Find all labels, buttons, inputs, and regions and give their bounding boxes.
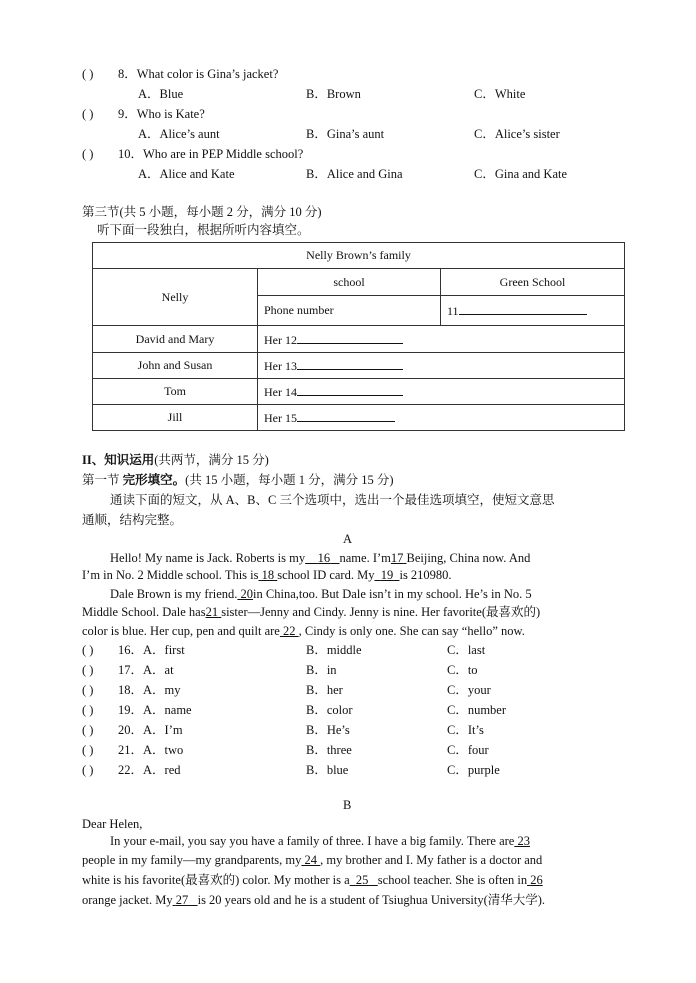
answer-paren[interactable]: ( ) bbox=[82, 723, 94, 737]
option-b: B．He’s bbox=[306, 723, 350, 737]
option-c: C．purple bbox=[447, 763, 500, 777]
answer-blank[interactable] bbox=[459, 302, 587, 315]
section-1-prefix: 第一节 bbox=[82, 473, 123, 487]
blank-23[interactable] bbox=[514, 834, 530, 848]
section-3-heading: 第三节(共 5 小题，每小题 2 分，满分 10 分) bbox=[82, 205, 322, 219]
blank-26[interactable] bbox=[527, 873, 543, 887]
answer-paren[interactable]: ( ) bbox=[82, 683, 94, 697]
blank-number: 25 bbox=[355, 873, 369, 887]
answer-prefix: Her 12 bbox=[264, 332, 297, 347]
answer-paren[interactable]: ( ) bbox=[82, 703, 94, 717]
passage-a-line-4 bbox=[82, 604, 540, 620]
question-18-stem bbox=[82, 682, 181, 698]
school-label: school bbox=[258, 269, 441, 296]
answer-blank[interactable] bbox=[297, 331, 403, 344]
answer-paren[interactable]: ( ) bbox=[82, 67, 94, 81]
passage-text: In your e-mail, you say you have a family of three. I have a big family. There are bbox=[110, 834, 515, 848]
option-b: B．Brown bbox=[306, 87, 361, 101]
question-21-stem bbox=[82, 742, 183, 758]
passage-a-label: A bbox=[343, 532, 353, 546]
question-16-stem bbox=[82, 642, 185, 658]
option-a: 17．A．at bbox=[118, 663, 174, 677]
option-c: C．Gina and Kate bbox=[474, 167, 568, 181]
blank-25[interactable] bbox=[350, 873, 378, 887]
section-1-title: 完形填空。 bbox=[122, 473, 186, 487]
family-table bbox=[92, 242, 625, 431]
passage-a-line-3 bbox=[110, 586, 532, 602]
option-a: 20．A．I’m bbox=[118, 723, 183, 737]
passage-text: Beijing, China now. And bbox=[406, 551, 531, 565]
passage-b-line-2 bbox=[82, 852, 542, 868]
blank-16[interactable] bbox=[305, 551, 339, 565]
option-b: B．Alice and Gina bbox=[306, 167, 403, 181]
blank-number: 17 bbox=[390, 551, 404, 565]
phone-label: Phone number bbox=[258, 296, 441, 326]
question-9-stem bbox=[82, 106, 205, 122]
blank-number: 23 bbox=[517, 834, 530, 848]
answer-paren[interactable]: ( ) bbox=[82, 763, 94, 777]
blank-22[interactable] bbox=[280, 624, 299, 638]
part-2-score: (共两节，满分 15 分) bbox=[154, 453, 269, 467]
blank-number: 26 bbox=[530, 873, 543, 887]
passage-text: I’m in No. 2 Middle school. This is bbox=[82, 568, 259, 582]
passage-text: color is blue. Her cup, pen and quilt are bbox=[82, 624, 280, 638]
answer-prefix: Her 15 bbox=[264, 411, 297, 425]
family-answer-cell[interactable] bbox=[258, 379, 625, 405]
passage-b-line-1 bbox=[110, 833, 530, 849]
answer-prefix: Her 14 bbox=[264, 385, 297, 399]
passage-text: in China,too. But Dale isn’t in my school. He’s in No. 5 bbox=[253, 587, 532, 601]
question-text: 10．Who are in PEP Middle school? bbox=[118, 147, 304, 161]
blank-number: 20 bbox=[240, 587, 254, 601]
family-answer-cell[interactable] bbox=[258, 405, 625, 431]
answer-paren[interactable]: ( ) bbox=[82, 643, 94, 657]
answer-paren[interactable]: ( ) bbox=[82, 107, 94, 121]
blank-number: 18 bbox=[261, 568, 275, 582]
option-a: A．Alice and Kate bbox=[138, 167, 235, 181]
question-8-stem bbox=[82, 66, 278, 82]
passage-text: white is his favorite(最喜欢的) color. My mother is a bbox=[82, 873, 350, 887]
option-a: A．Blue bbox=[138, 87, 184, 101]
blank-number: 27 bbox=[175, 893, 189, 907]
answer-blank[interactable] bbox=[297, 409, 395, 422]
passage-text: Middle School. Dale has bbox=[82, 605, 206, 619]
family-member-name: Jill bbox=[93, 405, 258, 431]
passage-text: people in my family—my grandparents, my bbox=[82, 853, 302, 867]
option-b: B．three bbox=[306, 743, 352, 757]
passage-text: Hello! My name is Jack. Roberts is my bbox=[110, 551, 306, 565]
blank-17[interactable] bbox=[391, 551, 407, 565]
part-2-title: II、知识运用 bbox=[82, 453, 155, 467]
passage-text: is 210980. bbox=[399, 568, 452, 582]
passage-text: , my brother and I. My father is a doctor and bbox=[320, 853, 543, 867]
school-value: Green School bbox=[441, 269, 625, 296]
family-member-name: John and Susan bbox=[93, 353, 258, 379]
option-c: C．to bbox=[447, 663, 478, 677]
option-c: C．It’s bbox=[447, 723, 484, 737]
table-title: Nelly Brown’s family bbox=[93, 243, 625, 269]
family-member-name: David and Mary bbox=[93, 326, 258, 353]
option-b: B．her bbox=[306, 683, 343, 697]
question-10-stem bbox=[82, 146, 303, 162]
passage-text: sister—Jenny and Cindy. Jenny is nine. Her favorite(最喜欢的) bbox=[221, 605, 541, 619]
passage-b-line-3 bbox=[82, 872, 543, 888]
blank-21[interactable] bbox=[206, 605, 222, 619]
blank-18[interactable] bbox=[259, 568, 278, 582]
option-c: C．Alice’s sister bbox=[474, 127, 560, 141]
passage-text: school ID card. My bbox=[277, 568, 375, 582]
answer-paren[interactable]: ( ) bbox=[82, 147, 94, 161]
option-a: 18．A．my bbox=[118, 683, 181, 697]
cloze-instruction-line-1: 通读下面的短文，从 A、B、C 三个选项中，选出一个最佳选项填空，使短文意思 bbox=[110, 493, 555, 507]
option-b: B．color bbox=[306, 703, 353, 717]
family-answer-cell[interactable] bbox=[258, 353, 625, 379]
option-a: A．Alice’s aunt bbox=[138, 127, 220, 141]
family-member-name: Tom bbox=[93, 379, 258, 405]
question-17-stem bbox=[82, 662, 174, 678]
passage-text: is 20 years old and he is a student of Tsiughua University(清华大学). bbox=[197, 893, 546, 907]
nelly-cell: Nelly bbox=[93, 269, 258, 326]
option-b: B．middle bbox=[306, 643, 362, 657]
option-b: B．blue bbox=[306, 763, 349, 777]
question-20-stem bbox=[82, 722, 183, 738]
blank-27[interactable] bbox=[173, 893, 198, 907]
question-22-stem bbox=[82, 762, 181, 778]
option-c: C．four bbox=[447, 743, 489, 757]
passage-text: Dale Brown is my friend. bbox=[110, 587, 238, 601]
option-a: 22．A．red bbox=[118, 763, 181, 777]
option-b: B．Gina’s aunt bbox=[306, 127, 385, 141]
option-b: B．in bbox=[306, 663, 337, 677]
option-a: 21．A．two bbox=[118, 743, 184, 757]
answer-prefix: Her 13 bbox=[264, 359, 297, 373]
letter-greeting: Dear Helen, bbox=[82, 817, 143, 831]
blank-number: 21 bbox=[205, 605, 219, 619]
phone-value: 11 bbox=[447, 304, 459, 318]
passage-a-line-5 bbox=[82, 623, 525, 639]
answer-paren[interactable]: ( ) bbox=[82, 663, 94, 677]
section-3-instruction: 听下面一段独白，根据所听内容填空。 bbox=[97, 223, 310, 237]
section-1-score: (共 15 小题，每小题 1 分，满分 15 分) bbox=[185, 473, 394, 487]
passage-a-line-1 bbox=[110, 550, 530, 566]
passage-text: name. I’m bbox=[339, 551, 391, 565]
answer-paren[interactable]: ( ) bbox=[82, 743, 94, 757]
answer-blank[interactable] bbox=[297, 383, 403, 396]
part-2-heading bbox=[82, 452, 269, 468]
passage-a-line-2 bbox=[82, 567, 452, 583]
answer-blank[interactable] bbox=[297, 357, 403, 370]
blank-20[interactable] bbox=[237, 587, 253, 601]
blank-24[interactable] bbox=[301, 853, 320, 867]
passage-text: school teacher. She is often in bbox=[377, 873, 528, 887]
blank-number: 22 bbox=[282, 624, 296, 638]
question-19-stem bbox=[82, 702, 192, 718]
cloze-instruction-line-2: 通顺，结构完整。 bbox=[82, 513, 183, 527]
family-answer-cell[interactable] bbox=[258, 326, 625, 353]
question-text: 9．Who is Kate? bbox=[118, 107, 205, 121]
passage-text: orange jacket. My bbox=[82, 893, 173, 907]
option-c: C．your bbox=[447, 683, 491, 697]
option-c: C．last bbox=[447, 643, 486, 657]
question-text: 8．What color is Gina’s jacket? bbox=[118, 67, 279, 81]
phone-answer-cell[interactable] bbox=[441, 296, 625, 326]
option-a: 16．A．first bbox=[118, 643, 185, 657]
passage-b-line-4 bbox=[82, 892, 545, 908]
option-c: C．number bbox=[447, 703, 507, 717]
option-c: C．White bbox=[474, 87, 526, 101]
section-1-heading bbox=[82, 472, 393, 488]
passage-text: , Cindy is only one. She can say “hello” now. bbox=[298, 624, 525, 638]
blank-number: 16 bbox=[317, 551, 331, 565]
blank-number: 24 bbox=[304, 853, 318, 867]
blank-number: 19 bbox=[380, 568, 394, 582]
blank-19[interactable] bbox=[374, 568, 399, 582]
option-a: 19．A．name bbox=[118, 703, 192, 717]
passage-b-label: B bbox=[343, 798, 352, 812]
